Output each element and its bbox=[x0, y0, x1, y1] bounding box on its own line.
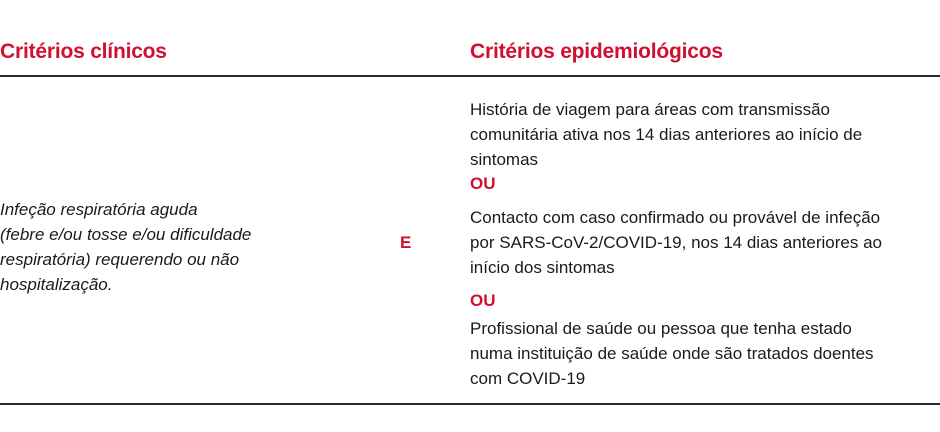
epidemiological-criteria-header: Critérios epidemiológicos bbox=[470, 40, 723, 63]
epi-line: Contacto com caso confirmado ou provável de infeção bbox=[470, 208, 881, 227]
or-separator: OU bbox=[470, 291, 496, 310]
and-connector: E bbox=[400, 233, 412, 252]
epi-line: com COVID-19 bbox=[470, 369, 586, 388]
epi-line: Profissional de saúde ou pessoa que tenha estado bbox=[470, 319, 852, 338]
epi-criterion-contact bbox=[470, 205, 940, 280]
epi-line: por SARS-CoV-2/COVID-19, nos 14 dias anteriores ao bbox=[470, 233, 882, 252]
epi-criterion-travel bbox=[470, 97, 940, 172]
epi-line: início dos sintomas bbox=[470, 258, 615, 277]
or-separator: OU bbox=[470, 174, 496, 193]
clinical-criteria-header: Critérios clínicos bbox=[0, 40, 167, 63]
header-divider bbox=[0, 75, 940, 77]
clinical-line: respiratória) requerendo ou não bbox=[0, 250, 240, 269]
epi-line: comunitária ativa nos 14 dias anteriores ao início de bbox=[470, 125, 863, 144]
epi-line: sintomas bbox=[470, 150, 539, 169]
table-bottom-rule bbox=[0, 403, 940, 405]
epi-line: numa instituição de saúde onde são tratados doentes bbox=[470, 344, 874, 363]
epi-line: História de viagem para áreas com transmissão bbox=[470, 100, 830, 119]
clinical-criteria-text bbox=[0, 197, 320, 297]
clinical-line: (febre e/ou tosse e/ou dificuldade bbox=[0, 225, 252, 244]
clinical-line: hospitalização. bbox=[0, 275, 113, 294]
epi-criterion-health-professional bbox=[470, 316, 940, 391]
clinical-line: Infeção respiratória aguda bbox=[0, 200, 198, 219]
